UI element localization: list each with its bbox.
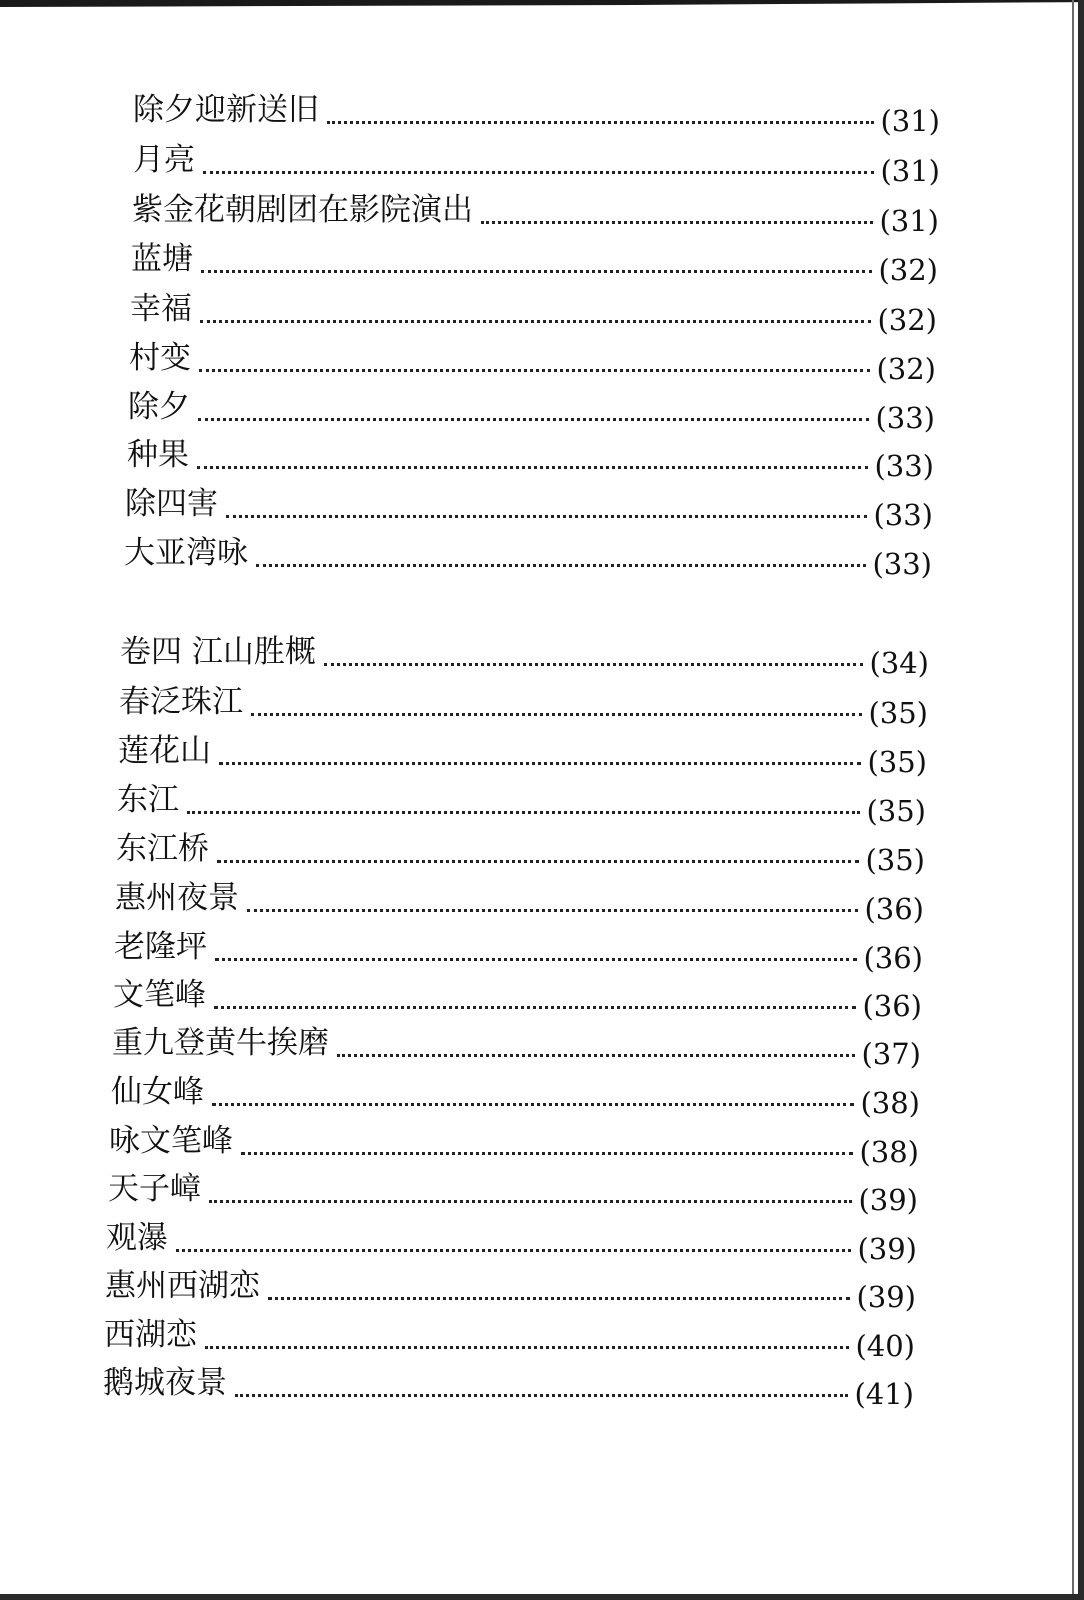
toc-entry <box>115 880 924 924</box>
toc-entry-title: 天子嶂 <box>108 1171 201 1207</box>
toc-entry-page-number: (33) <box>874 449 934 483</box>
toc-entry-page-number: (31) <box>880 104 940 138</box>
toc-entry-page-number: (39) <box>857 1232 917 1266</box>
toc-entry <box>116 831 925 875</box>
dot-leader <box>247 909 858 912</box>
dot-leader <box>226 515 867 518</box>
dot-leader <box>201 270 872 273</box>
toc-entry-page-number: (37) <box>861 1037 921 1071</box>
dot-leader <box>268 1297 850 1300</box>
toc-entry <box>120 634 929 678</box>
toc-entry-page-number: (33) <box>873 498 933 532</box>
toc-entry-page-number: (34) <box>869 646 929 680</box>
toc-entry <box>130 291 937 335</box>
toc-entry-page-number: (39) <box>858 1183 918 1217</box>
toc-entry-title: 种果 <box>127 437 189 473</box>
dot-leader <box>235 1394 848 1397</box>
toc-entry-title: 鹅城夜景 <box>103 1365 227 1401</box>
toc-entry <box>133 142 940 186</box>
toc-entry-page-number: (35) <box>868 696 928 730</box>
dot-leader <box>198 418 869 421</box>
toc-entry-title: 观瀑 <box>106 1220 168 1256</box>
toc-entry-title: 除夕 <box>128 389 190 425</box>
toc-entry-page-number: (38) <box>859 1135 919 1169</box>
toc-entry-title: 西湖恋 <box>104 1317 197 1353</box>
toc-entry-title: 惠州西湖恋 <box>105 1268 260 1304</box>
toc-entry-title: 蓝塘 <box>131 241 193 277</box>
toc-entry-title: 卷四 江山胜概 <box>120 634 316 670</box>
toc-entry-page-number: (32) <box>877 303 937 337</box>
toc-entry-title: 东江桥 <box>116 831 209 867</box>
toc-entry-title: 莲花山 <box>118 733 211 769</box>
toc-entry <box>114 929 923 973</box>
dot-leader <box>251 713 862 716</box>
dot-leader <box>215 958 857 961</box>
toc-entry <box>106 1220 917 1264</box>
toc-entry-title: 幸福 <box>130 291 192 327</box>
dot-leader <box>199 369 870 372</box>
toc-entry-page-number: (32) <box>876 352 936 386</box>
toc-entry-title: 仙女峰 <box>111 1074 204 1110</box>
toc-entry-page-number: (32) <box>878 253 938 287</box>
dot-leader <box>481 221 873 224</box>
toc-entry <box>132 192 939 236</box>
toc-entry-page-number: (33) <box>872 547 932 581</box>
toc-entry-title: 大亚湾咏 <box>124 535 248 571</box>
dot-leader <box>197 466 868 469</box>
toc-entry-title: 老隆坪 <box>114 929 207 965</box>
toc-entry-page-number: (36) <box>863 941 923 975</box>
toc-entry-title: 文笔峰 <box>113 977 206 1013</box>
toc-entry-title: 春泛珠江 <box>119 684 243 720</box>
toc-entry-title: 除四害 <box>125 486 218 522</box>
toc-entry <box>108 1171 918 1215</box>
toc-entry <box>112 1025 921 1069</box>
toc-entry-page-number: (41) <box>854 1377 914 1411</box>
toc-entry-page-number: (31) <box>880 154 940 188</box>
dot-leader <box>219 762 861 765</box>
dot-leader <box>205 1346 849 1349</box>
toc-entry-title: 重九登黄牛挨磨 <box>112 1025 329 1061</box>
toc-entry-title: 咏文笔峰 <box>109 1123 233 1159</box>
dot-leader <box>327 121 874 124</box>
toc-entry-page-number: (35) <box>867 745 927 779</box>
toc-entry-page-number: (36) <box>862 989 922 1023</box>
dot-leader <box>256 564 866 567</box>
toc-entry <box>119 684 928 728</box>
toc-entry <box>117 782 926 826</box>
toc-entry-page-number: (33) <box>875 401 935 435</box>
toc-entry-page-number: (31) <box>879 204 939 238</box>
toc-entry-page-number: (35) <box>865 843 925 877</box>
toc-entry <box>105 1268 916 1312</box>
toc-entry <box>127 437 934 481</box>
dot-leader <box>324 663 864 666</box>
dot-leader <box>214 1006 856 1009</box>
toc-entry-page-number: (35) <box>866 794 926 828</box>
dot-leader <box>203 171 874 174</box>
dot-leader <box>200 320 871 323</box>
dot-leader <box>217 860 859 863</box>
toc-entry <box>133 92 940 136</box>
dot-leader <box>176 1249 851 1252</box>
toc-entry-title: 紫金花朝剧团在影院演出 <box>132 192 473 228</box>
toc-entry <box>125 486 933 530</box>
dot-leader <box>187 811 860 814</box>
toc-entry-title: 东江 <box>117 782 179 818</box>
toc-entry <box>128 389 935 433</box>
toc-entry-page-number: (39) <box>856 1280 916 1314</box>
toc-entry <box>111 1074 920 1118</box>
toc-entry <box>104 1317 915 1361</box>
toc-entry-title: 月亮 <box>133 142 195 178</box>
toc-entry-page-number: (38) <box>860 1086 920 1120</box>
toc-entry <box>109 1123 919 1167</box>
dot-leader <box>209 1200 852 1203</box>
toc-entry-title: 惠州夜景 <box>115 880 239 916</box>
toc-entry <box>103 1365 914 1409</box>
dot-leader <box>241 1152 853 1155</box>
toc-entry-title: 村变 <box>129 340 191 376</box>
toc-entry-page-number: (36) <box>864 892 924 926</box>
toc-entry <box>131 241 938 285</box>
toc-entry-page-number: (40) <box>855 1329 915 1363</box>
toc-entry <box>124 535 932 579</box>
toc-entry <box>129 340 936 384</box>
dot-leader <box>337 1054 855 1057</box>
toc-entry <box>113 977 922 1021</box>
dot-leader <box>212 1103 854 1106</box>
toc-entry-title: 除夕迎新送旧 <box>133 92 319 128</box>
toc-entry <box>118 733 927 777</box>
